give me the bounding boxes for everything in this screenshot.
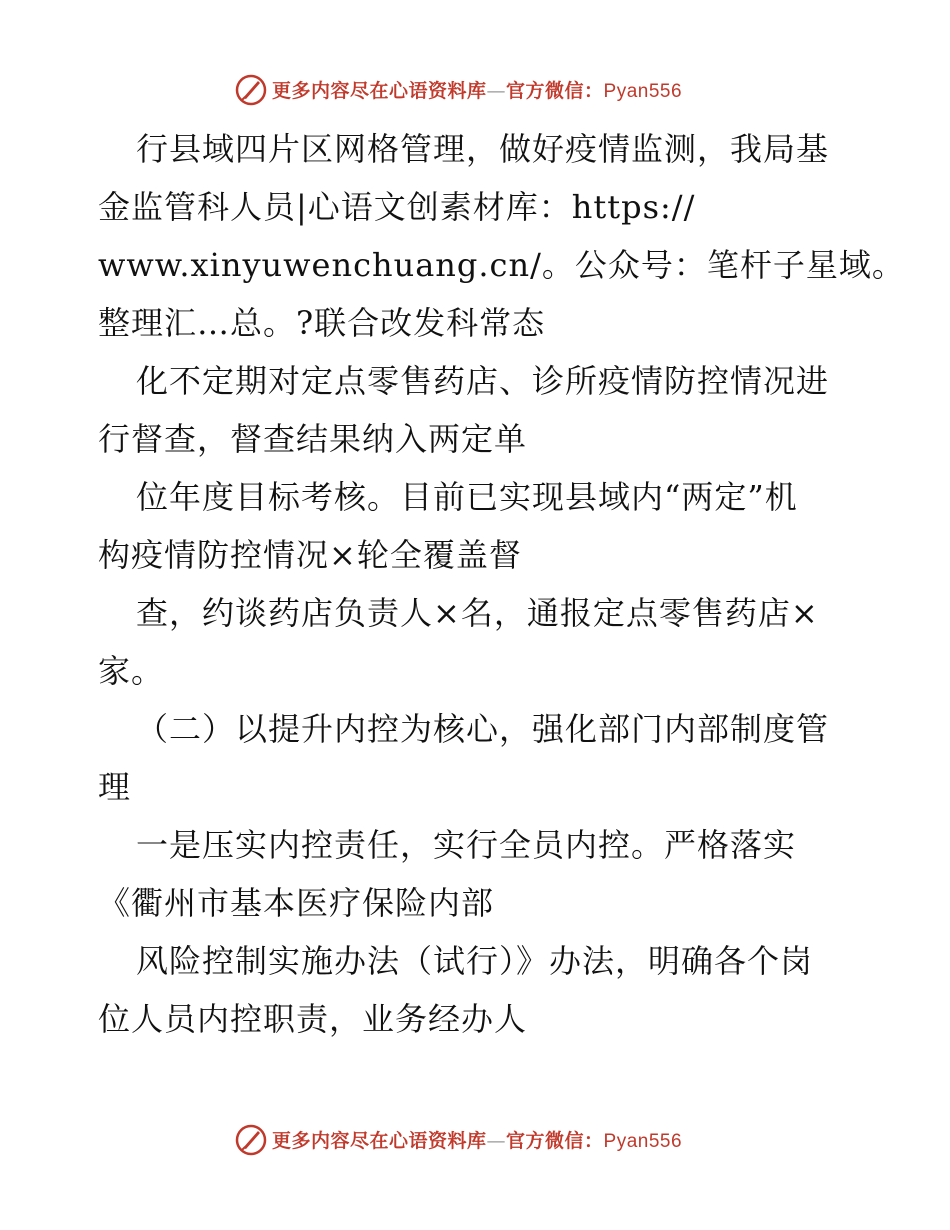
text-line: 风险控制实施办法（试行）》办法，明确各个岗	[136, 942, 814, 980]
text-line: 化不定期对定点零售药店、诊所疫情防控情况进	[136, 362, 830, 400]
document-body	[98, 120, 905, 1048]
text-line: 行督查，督查结果纳入两定单	[98, 420, 528, 458]
quill-logo-icon	[234, 1123, 268, 1157]
text-line: 位年度目标考核。目前已实现县域内“两定”机	[136, 478, 798, 516]
section-heading: （二）以提升内控为核心，强化部门内部制度管	[136, 710, 830, 748]
footer-watermark-banner	[0, 1120, 950, 1160]
text-line: 金监管科人员|心语文创素材库：https://	[98, 188, 696, 226]
text-line: 构疫情防控情况×轮全覆盖督	[98, 536, 522, 574]
header-watermark-banner	[0, 70, 950, 110]
text-line: 一是压实内控责任，实行全员内控。严格落实	[136, 826, 797, 864]
watermark-text: 更多内容尽在心语资料库—官方微信：Pyan556	[272, 80, 683, 102]
text-line: 查，约谈药店负责人×名，通报定点零售药店×	[136, 594, 819, 632]
quill-logo-icon	[234, 73, 268, 107]
text-line: 《衢州市基本医疗保险内部	[98, 884, 495, 922]
text-line: 整理汇…总。?联合改发科常态	[98, 304, 546, 342]
watermark-text: 更多内容尽在心语资料库—官方微信：Pyan556	[272, 1130, 683, 1152]
text-line: 位人员内控职责，业务经办人	[98, 1000, 528, 1038]
text-line: 家。	[98, 652, 165, 690]
text-line: 行县域四片区网格管理，做好疫情监测，我局基	[136, 130, 830, 168]
section-heading-cont: 理	[98, 768, 132, 806]
text-line: www.xinyuwenchuang.cn/。公众号：笔杆子星域。	[98, 246, 905, 284]
